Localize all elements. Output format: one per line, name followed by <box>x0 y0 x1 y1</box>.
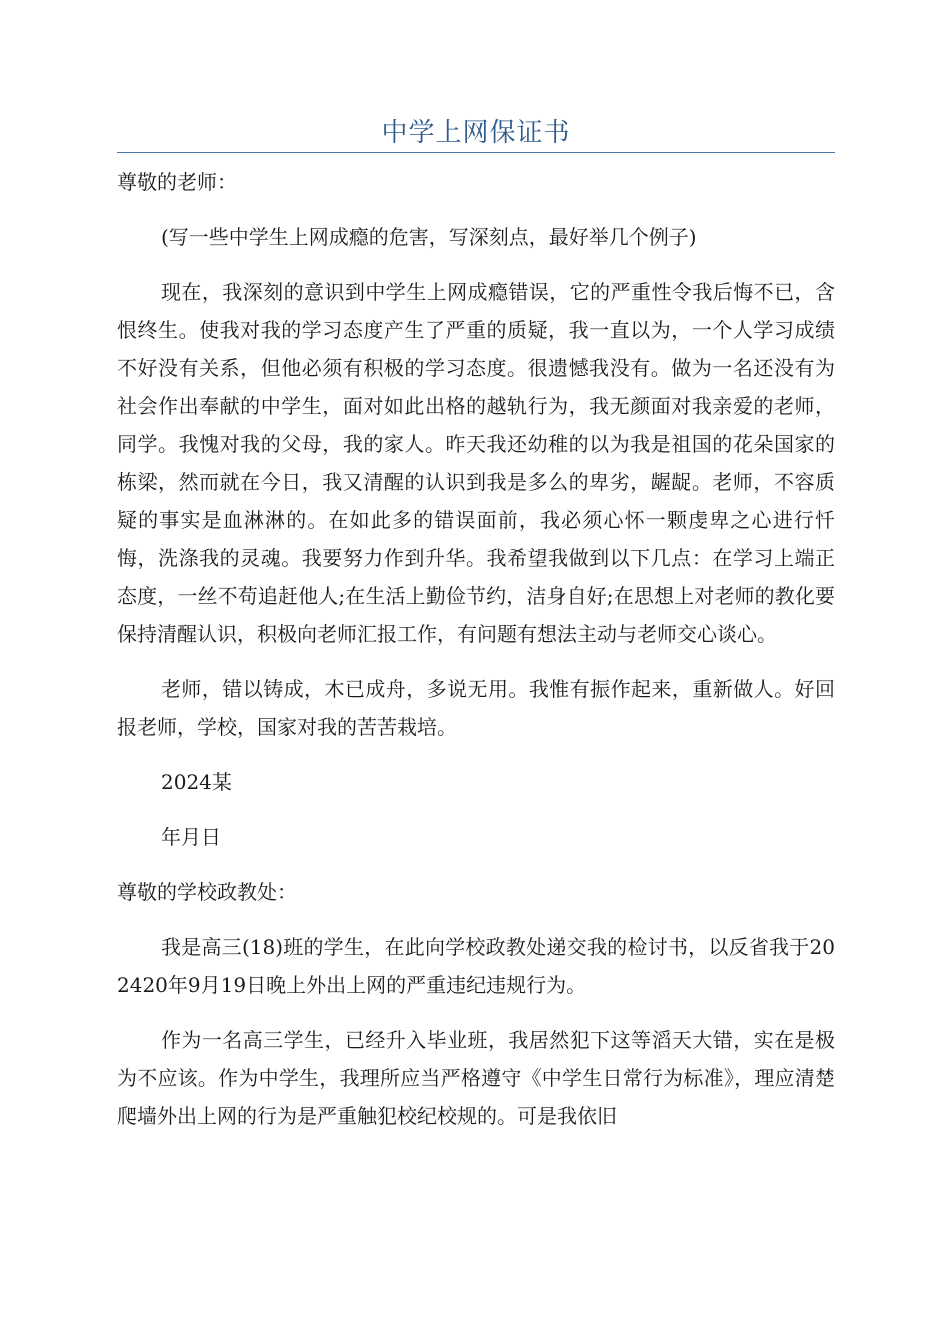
salutation-office: 尊敬的学校政教处： <box>117 880 297 904</box>
body-paragraph-2: 老师，错以铸成，木已成舟，多说无用。我惟有振作起来，重新做人。好回报老师，学校，国家对我的苦苦栽培。 <box>117 677 835 739</box>
signature-year: 2024某 <box>161 770 232 794</box>
salutation-teacher: 尊敬的老师： <box>117 170 237 194</box>
body-paragraph-4: 作为一名高三学生，已经升入毕业班，我居然犯下这等滔天大错，实在是极为不应该。作为中学生，我理所应当严格遵守《中学生日常行为标准》，理应清楚爬墙外出上网的行为是严重触犯校纪校规的。可是我依旧 <box>117 1028 835 1128</box>
instruction-note: (写一些中学生上网成瘾的危害，写深刻点，最好举几个例子) <box>161 225 697 249</box>
body-paragraph-1: 现在，我深刻的意识到中学生上网成瘾错误，它的严重性令我后悔不已，含恨终生。使我对我的学习态度产生了严重的质疑，我一直以为，一个人学习成绩不好没有关系，但他必须有积极的学习态度。很遗憾我没有。做为一名还没有为社会作出奉献的中学生，面对如此出格的越轨行为，我无颜面对我亲爱的老师，同学。我愧对我的父母，我的家人。昨天我还幼稚的以为我是祖国的花朵国家的栋梁，然而就在今日，我又清醒的认识到我是多么的卑劣，龌龊。老师，不容质疑的事实是血淋淋的。在如此多的错误面前，我必须心怀一颗虔卑之心进行忏悔，洗涤我的灵魂。我要努力作到升华。我希望我做到以下几点：在学习上端正态度，一丝不苟追赶他人;在生活上勤俭节约，洁身自好;在思想上对老师的教化要保持清醒认识，积极向老师汇报工作，有问题有想法主动与老师交心谈心。 <box>117 280 835 646</box>
body-paragraph-3: 我是高三(18)班的学生，在此向学校政教处递交我的检讨书，以反省我于202420年9月19日晚上外出上网的严重违纪违规行为。 <box>117 935 835 997</box>
signature-date: 年月日 <box>161 825 221 849</box>
document-page <box>117 0 835 1135</box>
title-underline <box>117 152 835 153</box>
document-title: 中学上网保证书 <box>381 118 571 148</box>
